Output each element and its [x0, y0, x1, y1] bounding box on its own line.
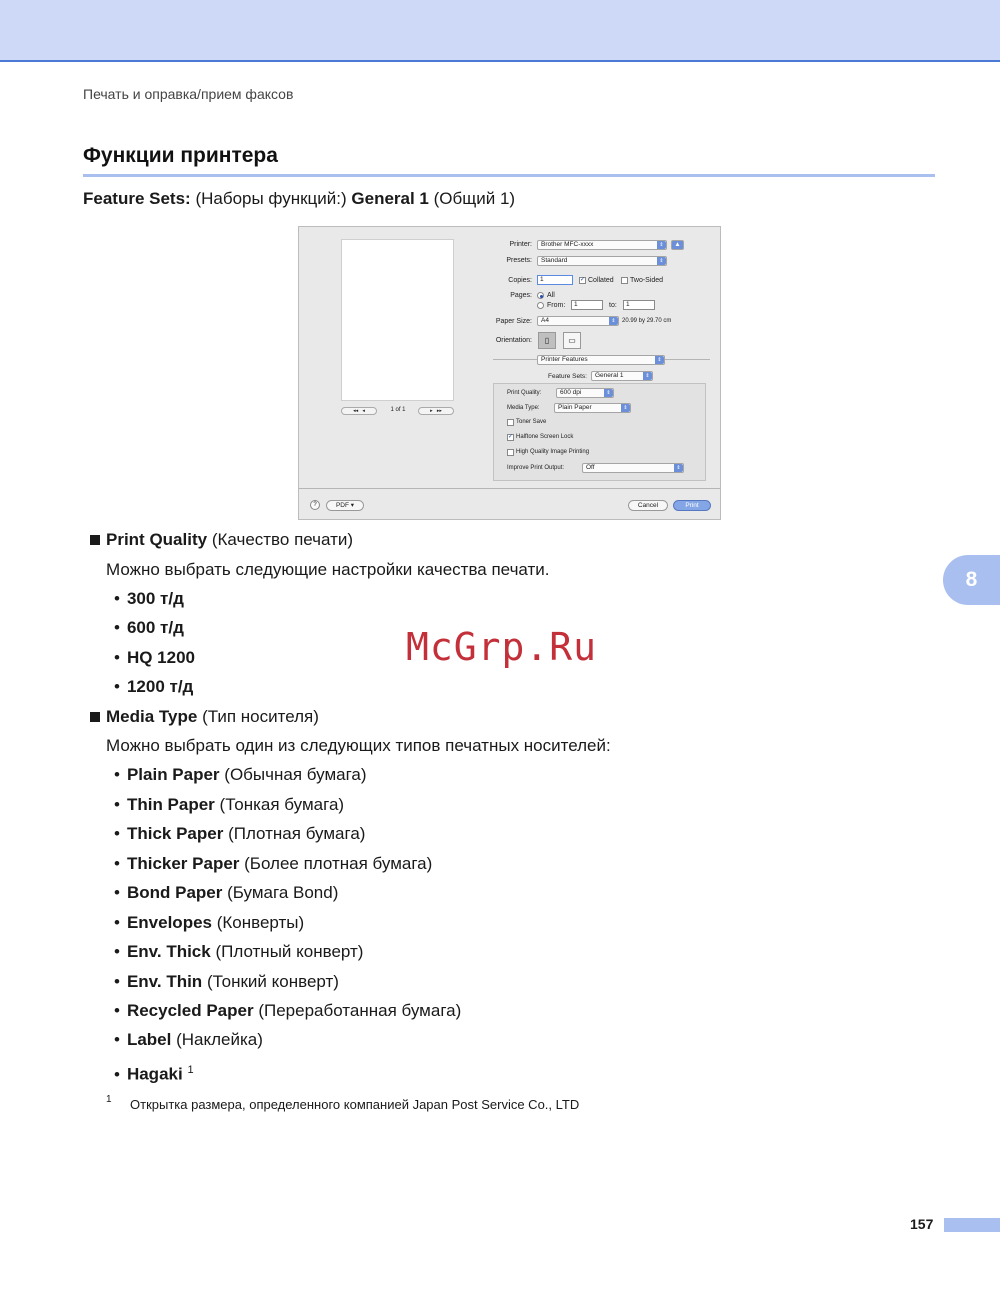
paper-size-dimensions: 20.99 by 29.70 cm [622, 318, 672, 324]
list-item: • Recycled Paper (Переработанная бумага) [114, 1001, 462, 1020]
feature-sets-line [83, 189, 515, 209]
landscape-icon: ▭ [568, 336, 576, 345]
help-button[interactable]: ? [310, 500, 320, 510]
list-item-name: Recycled Paper [126, 1001, 254, 1020]
footnote-mark: 1 [106, 1094, 112, 1105]
footnote-reference: 1 [187, 1064, 194, 1076]
copies-label: Copies: [508, 277, 532, 284]
list-item: • Thin Paper (Тонкая бумага) [114, 795, 345, 814]
printer-select[interactable] [537, 240, 667, 250]
portrait-orientation-button[interactable] [538, 332, 556, 349]
list-item: • Bond Paper (Бумага Bond) [114, 883, 339, 902]
presets-select[interactable] [537, 256, 667, 266]
list-item-ru: (Бумага Bond) [227, 883, 339, 902]
media-type-title: Media Type [106, 707, 198, 726]
list-item-name: Thicker Paper [126, 854, 240, 873]
printer-value: Brother MFC-xxxx [541, 241, 594, 248]
dialog-feature-sets-value: General 1 [595, 372, 624, 379]
list-item-name: Plain Paper [126, 765, 220, 784]
pdf-button[interactable]: PDF ▾ [326, 500, 364, 511]
list-item: • Envelopes (Конверты) [114, 913, 305, 932]
print-quality-value: 600 dpi [560, 389, 582, 396]
pages-from-input[interactable]: 1 [571, 300, 603, 310]
pages-to-input[interactable]: 1 [623, 300, 655, 310]
square-bullet-icon [90, 712, 100, 722]
print-quality-select[interactable] [556, 388, 614, 398]
copies-input[interactable]: 1 [537, 275, 573, 285]
pages-to-label: to: [609, 302, 617, 309]
media-type-value: Plain Paper [558, 404, 592, 411]
list-item-name: Envelopes [126, 913, 212, 932]
list-item-ru: (Плотная бумага) [228, 824, 366, 843]
two-sided-label: Two-Sided [630, 277, 664, 284]
watermark: McGrp.Ru [406, 625, 598, 669]
improve-output-label: Improve Print Output: [507, 465, 565, 471]
print-dialog-screenshot [298, 226, 721, 520]
collated-checkbox[interactable]: ✓ [580, 277, 586, 283]
pages-range-radio[interactable] [537, 302, 544, 309]
pages-from-label: From: [547, 302, 566, 309]
divider [493, 359, 537, 360]
paper-size-label: Paper Size: [495, 318, 532, 325]
landscape-orientation-button[interactable] [563, 332, 581, 349]
paper-size-value: A4 [541, 317, 549, 324]
hq-image-label: High Quality Image Printing [516, 449, 590, 455]
square-bullet-icon [90, 535, 100, 545]
print-preview-page [341, 239, 454, 401]
footer-divider [299, 488, 720, 489]
chevron-updown-icon: ⇕ [621, 404, 630, 412]
list-item: • Thick Paper (Плотная бумага) [114, 824, 366, 843]
collated-label: Collated [588, 277, 614, 284]
halftone-lock-label: Halftone Screen Lock [516, 434, 574, 440]
print-quality-intro: Можно выбрать следующие настройки качества печати. [106, 560, 550, 579]
improve-output-value: Off [586, 464, 595, 471]
print-quality-title-ru: (Качество печати) [211, 530, 354, 549]
print-quality-label: Print Quality: [507, 390, 542, 396]
title-divider [83, 174, 935, 177]
hq-image-checkbox[interactable] [507, 449, 514, 456]
media-type-label: Media Type: [507, 405, 540, 411]
media-type-title-ru: (Тип носителя) [202, 707, 319, 726]
toner-save-label: Toner Save [516, 419, 547, 425]
chevron-updown-icon: ⇕ [655, 356, 664, 364]
presets-label: Presets: [506, 257, 532, 264]
list-item-name: Env. Thick [126, 942, 211, 961]
chevron-updown-icon: ⇕ [657, 257, 666, 265]
panel-select-value: Printer Features [541, 356, 588, 363]
triangle-up-icon: ▲ [674, 241, 681, 248]
page-number-bar [944, 1218, 1000, 1232]
list-item: • Env. Thick (Плотный конверт) [114, 942, 364, 961]
chapter-tab: 8 [943, 555, 1000, 605]
chevron-updown-icon: ⇕ [657, 241, 666, 249]
list-item: • 600 т/д [114, 618, 184, 637]
footnote-text: Открытка размера, определенного компанией Japan Post Service Co., LTD [130, 1097, 580, 1112]
list-item-ru: (Более плотная бумага) [244, 854, 433, 873]
list-item-name: Label [126, 1030, 172, 1049]
list-item-name: Bond Paper [126, 883, 223, 902]
media-type-heading [90, 707, 319, 727]
pages-all-label: All [547, 292, 555, 299]
list-item-name: Env. Thin [126, 972, 203, 991]
feature-sets-value-ru: (Общий 1) [433, 189, 516, 208]
feature-sets-value: General 1 [351, 189, 429, 208]
pages-all-radio[interactable] [537, 292, 544, 299]
header-band [0, 0, 1000, 62]
dialog-feature-sets-label: Feature Sets: [547, 373, 587, 380]
list-item-ru: (Обычная бумага) [224, 765, 367, 784]
list-item-ru: (Переработанная бумага) [258, 1001, 462, 1020]
list-item-ru: (Тонкая бумага) [219, 795, 345, 814]
chevron-updown-icon: ⇕ [674, 464, 683, 472]
list-item-ru: (Наклейка) [176, 1030, 263, 1049]
list-item-ru: (Плотный конверт) [215, 942, 364, 961]
list-item: • Env. Thin (Тонкий конверт) [114, 972, 339, 991]
list-item-name: Thick Paper [126, 824, 224, 843]
list-item-name: Hagaki [126, 1064, 183, 1084]
portrait-icon: ▯ [544, 336, 550, 345]
presets-value: Standard [541, 257, 568, 264]
orientation-label: Orientation: [495, 337, 532, 344]
list-item-text: HQ 1200 [126, 648, 195, 667]
list-item-ru: (Тонкий конверт) [206, 972, 339, 991]
preview-next-buttons[interactable]: ▸ ▸▸ [418, 407, 454, 415]
two-sided-checkbox[interactable] [621, 277, 628, 284]
print-quality-heading [90, 530, 353, 550]
list-item-text: 600 т/д [126, 618, 184, 637]
list-item: • Label (Наклейка) [114, 1030, 263, 1049]
breadcrumb: Печать и оправка/прием факсов [83, 86, 294, 102]
preview-prev-buttons[interactable]: ◂◂ ◂ [341, 407, 377, 415]
list-item: • Hagaki $^1$ [114, 1064, 194, 1084]
page-number: 157 [910, 1216, 934, 1232]
improve-output-select[interactable] [582, 463, 684, 473]
expand-toggle-button[interactable] [671, 240, 684, 250]
chevron-updown-icon: ⇕ [604, 389, 613, 397]
printer-features-panel [493, 383, 706, 481]
cancel-button[interactable]: Cancel [628, 500, 668, 511]
list-item: • 300 т/д [114, 589, 184, 608]
print-quality-title: Print Quality [106, 530, 208, 549]
media-type-intro: Можно выбрать один из следующих типов печатных носителей: [106, 736, 611, 755]
list-item-text: 300 т/д [126, 589, 184, 608]
halftone-lock-checkbox[interactable]: ✓ [508, 434, 514, 440]
list-item-text: 1200 т/д [126, 677, 194, 696]
printer-label: Printer: [509, 241, 532, 248]
feature-sets-label: Feature Sets: [83, 189, 191, 208]
list-item: • Plain Paper (Обычная бумага) [114, 765, 367, 784]
list-item: • 1200 т/д [114, 677, 194, 696]
panel-select[interactable] [537, 355, 665, 365]
feature-sets-label-ru: (Наборы функций:) [195, 189, 347, 208]
list-item: • Thicker Paper (Более плотная бумага) [114, 854, 433, 873]
feature-sets-select[interactable] [591, 371, 653, 381]
preview-page-count: 1 of 1 [390, 407, 406, 413]
toner-save-checkbox[interactable] [507, 419, 514, 426]
list-item: • HQ 1200 [114, 648, 195, 667]
chevron-updown-icon: ⇕ [643, 372, 652, 380]
pages-label: Pages: [510, 292, 532, 299]
page-title: Функции принтера [83, 144, 278, 167]
list-item-ru: (Конверты) [216, 913, 305, 932]
list-item-name: Thin Paper [126, 795, 215, 814]
chevron-updown-icon: ⇕ [609, 317, 618, 325]
paper-size-select[interactable] [537, 316, 619, 326]
media-type-select[interactable] [554, 403, 631, 413]
print-button[interactable]: Print [673, 500, 711, 511]
preview-navigation [341, 407, 454, 417]
divider [665, 359, 710, 360]
